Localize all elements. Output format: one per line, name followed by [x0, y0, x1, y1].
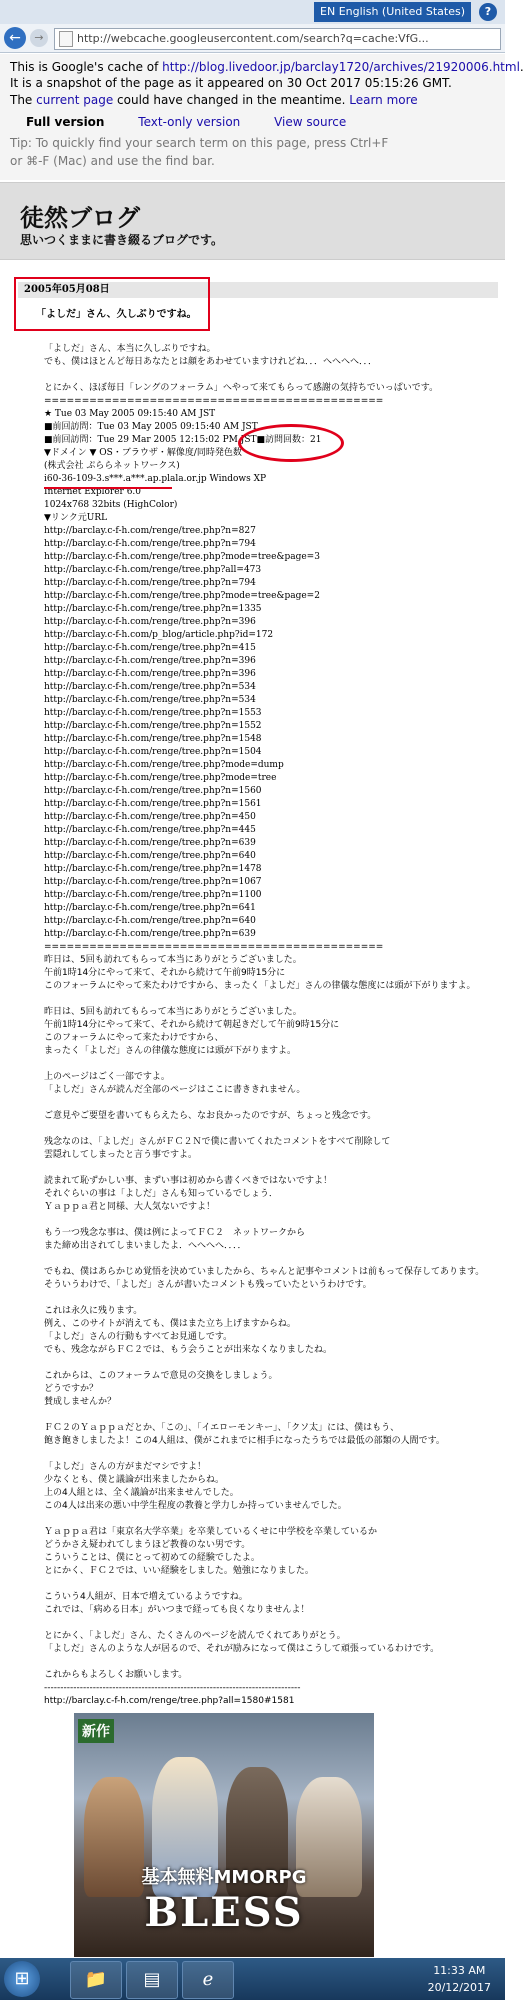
- paragraph-line: どうかさえ疑われてしまうほど教養のない男です。: [44, 1540, 251, 1550]
- taskbar: [0, 1958, 505, 2000]
- log-line: ▼ドメイン ▼ OS・ブラウザ・解像度/同時発色数: [44, 448, 242, 458]
- referrer-link: http://barclay.c-f-h.com/renge/tree.php?n=1100: [44, 890, 262, 900]
- referrer-link: http://barclay.c-f-h.com/renge/tree.php?n=1335: [44, 604, 262, 614]
- clock[interactable]: [428, 1962, 491, 1996]
- referrer-link: http://barclay.c-f-h.com/renge/tree.php?n=641: [44, 903, 256, 913]
- referrer-link: http://barclay.c-f-h.com/renge/tree.php?n=1560: [44, 786, 262, 796]
- paragraph-line: それぐらいの事は「よしだ」さんも知っているでしょう．: [44, 1189, 278, 1199]
- log-line: (株式会社 ぷららネットワークス): [44, 461, 180, 471]
- referrer-link: http://barclay.c-f-h.com/renge/tree.php?n=639: [44, 929, 256, 939]
- referrer-link: http://barclay.c-f-h.com/renge/tree.php?n=1067: [44, 877, 262, 887]
- paragraph-line: [44, 1617, 504, 1630]
- paragraph-line: [44, 1578, 504, 1591]
- referrer-link: http://barclay.c-f-h.com/renge/tree.php?n=1504: [44, 747, 262, 757]
- cache-line1-prefix: This is Google's cache of: [10, 60, 163, 74]
- paragraph-line: こういうことは、僕にとって初めての経験でしたよ。: [44, 1553, 260, 1563]
- paragraph-line: [44, 993, 504, 1006]
- referrer-link: http://barclay.c-f-h.com/renge/tree.php?n=639: [44, 838, 256, 848]
- cache-line1-suffix: .: [519, 60, 524, 74]
- paragraph-line: 上のページはごく一部ですよ。: [44, 1072, 170, 1082]
- page-icon: [59, 31, 73, 47]
- paragraph-line: 賛成しませんか？: [44, 1397, 117, 1407]
- referrer-link: http://barclay.c-f-h.com/renge/tree.php?n=396: [44, 617, 256, 627]
- paragraph-line: [44, 1292, 504, 1305]
- new-badge: 新作: [78, 1719, 114, 1743]
- divider: =============================================: [44, 942, 384, 952]
- referrer-link: http://barclay.c-f-h.com/renge/tree.php?mode=tree: [44, 773, 277, 783]
- address-bar[interactable]: [54, 28, 501, 50]
- referrer-link: http://barclay.c-f-h.com/renge/tree.php?n=794: [44, 539, 256, 549]
- paragraph-line: [44, 1214, 504, 1227]
- paragraph-line: まったく「よしだ」さんの律儀な態度には頭が下がりますよ。: [44, 1046, 297, 1056]
- log-line: i60-36-109-3.s***.a***.ap.plala.or.jp Windows XP: [44, 474, 267, 484]
- paragraph-line: 午前1時14分にやって来て、それから続けて午前9時15分に: [44, 968, 286, 978]
- paragraph-line: [44, 1357, 504, 1370]
- referrer-link: http://barclay.c-f-h.com/renge/tree.php?n=1548: [44, 734, 262, 744]
- referrer-link: http://barclay.c-f-h.com/renge/tree.php?n=1478: [44, 864, 262, 874]
- cache-line-2: It is a snapshot of the page as it appeared on 30 Oct 2017 05:15:26 GMT.: [10, 76, 452, 90]
- intro-line: [44, 369, 504, 382]
- paragraph-line: 午前1時14分にやって来て、それから続けて朝起きだして午前9時15分に: [44, 1020, 340, 1030]
- help-icon[interactable]: ?: [479, 3, 497, 21]
- referrer-link: http://barclay.c-f-h.com/p_blog/article.php?id=172: [44, 630, 274, 640]
- folder-icon[interactable]: 📁: [70, 1961, 122, 1999]
- paragraph-line: 昨日は、5回も訪れてもらって本当にありがとうございました。: [44, 1007, 302, 1017]
- paragraph-line: [44, 1123, 504, 1136]
- referrer-link: http://barclay.c-f-h.com/renge/tree.php?n=1561: [44, 799, 262, 809]
- cache-line-1: [10, 60, 524, 74]
- cache-line-3: [10, 93, 418, 107]
- referrer-link: http://barclay.c-f-h.com/renge/tree.php?all=473: [44, 565, 262, 575]
- log-line: ■前回訪問：Tue 29 Mar 2005 12:15:02 PM JST■訪問回数：21: [44, 435, 322, 445]
- paragraph-line: でもね、僕はあらかじめ覚悟を決めていましたから、ちゃんと記事やコメントは前もって保存してあります。: [44, 1267, 485, 1277]
- log-line: ★ Tue 03 May 2005 09:15:40 AM JST: [44, 409, 216, 419]
- paragraph-line: これでは、「病める日本」がいつまで経っても良くなりませんよ！: [44, 1605, 310, 1615]
- paragraph-line: これからは、このフォーラムで意見の交換をしましょう。: [44, 1371, 278, 1381]
- paragraph-line: このフォーラムにやって来たわけですから、まったく「よしだ」さんの律儀な態度には頭が下がりますよ。: [44, 981, 476, 991]
- log-line: ▼リンク元URL: [44, 513, 108, 523]
- referrer-link: http://barclay.c-f-h.com/renge/tree.php?n=445: [44, 825, 256, 835]
- intro-line: =============================================: [44, 396, 384, 406]
- referrer-link: http://barclay.c-f-h.com/renge/tree.php?n=396: [44, 656, 256, 666]
- learn-more-link[interactable]: Learn more: [349, 93, 418, 107]
- notes-icon[interactable]: ▤: [126, 1961, 178, 1999]
- paragraph-line: Ｙａｐｐａ君と同様、大人気ないですよ！: [44, 1202, 216, 1212]
- post-title[interactable]: 「よしだ」さん、久しぶりですね。: [36, 309, 197, 320]
- log-line: 1024x768 32bits (HighColor): [44, 500, 178, 510]
- paragraph-line: そういうわけで、「よしだ」さんが書いたコメントも残っていたというわけです。: [44, 1280, 372, 1290]
- paragraph-line: この4人は出来の悪い中学生程度の教養と学力しか持っていませんでした。: [44, 1501, 347, 1511]
- log-line: Internet Explorer 6.0: [44, 487, 142, 497]
- referrer-link: http://barclay.c-f-h.com/renge/tree.php?n=1552: [44, 721, 262, 731]
- paragraph-line: これからもよろしくお願いします。: [44, 1670, 188, 1680]
- referrer-link: http://barclay.c-f-h.com/renge/tree.php?n=640: [44, 916, 256, 926]
- post-paragraphs: [44, 954, 504, 1708]
- paragraph-line: 雲隠れしてしまったと言う事ですよ。: [44, 1150, 198, 1160]
- blog-subtitle: 思いつくままに書き綴るブログです。: [20, 233, 224, 247]
- banner-subtitle: 基本無料MMORPG: [141, 1867, 307, 1888]
- red-highlight-box: [14, 277, 210, 331]
- cache-line3-prefix: The: [10, 93, 37, 107]
- original-page-link[interactable]: http://blog.livedoor.jp/barclay1720/archives/21920006.html: [162, 60, 520, 74]
- paragraph-line: [44, 1513, 504, 1526]
- paragraph-line: もう一つ残念な事は、僕は例によってＦＣ２ ネットワークから: [44, 1228, 306, 1238]
- cache-line3-mid: could have changed in the meantime.: [113, 93, 350, 107]
- paragraph-line: また締め出されてしまいましたよ．へへへへ．．．．: [44, 1241, 247, 1251]
- paragraph-line: 「よしだ」さんの方がまだマシですよ！: [44, 1462, 207, 1472]
- paragraph-line: 少なくとも、僕と議論が出来ましたからね。: [44, 1475, 225, 1485]
- paragraph-line: -------------------------------------------------------------------------------: [44, 1683, 301, 1693]
- post-intro: [44, 343, 504, 408]
- tip-line-1: Tip: To quickly find your search term on this page, press Ctrl+F: [10, 136, 389, 150]
- paragraph-line: 残念なのは、「よしだ」さんがＦＣ２Ｎで僕に書いてくれたコメントをすべて削除して: [44, 1137, 391, 1147]
- ad-banner[interactable]: [74, 1713, 374, 1957]
- log-line: ■前回訪問：Tue 03 May 2005 09:15:40 AM JST: [44, 422, 258, 432]
- paragraph-line: 例え、このサイトが消えても、僕はまた立ち上げますからね。: [44, 1319, 296, 1329]
- blog-title[interactable]: 徒然ブログ: [20, 204, 140, 232]
- referrer-link: http://barclay.c-f-h.com/renge/tree.php?mode=tree&page=3: [44, 552, 320, 562]
- full-version-label: Full version: [26, 115, 105, 129]
- internet-explorer-icon[interactable]: ℯ: [182, 1961, 234, 1999]
- window-title-bar: [0, 0, 505, 24]
- referrer-link: http://barclay.c-f-h.com/renge/tree.php?n=415: [44, 643, 256, 653]
- referrer-link: http://barclay.c-f-h.com/renge/tree.php?n=827: [44, 526, 256, 536]
- referrer-link: http://barclay.c-f-h.com/renge/tree.php?n=450: [44, 812, 256, 822]
- paragraph-line: [44, 1656, 504, 1669]
- paragraph-line: [44, 1097, 504, 1110]
- clock-date: 20/12/2017: [427, 1981, 491, 1994]
- paragraph-line: [44, 1162, 504, 1175]
- paragraph-line: 読まれて恥ずかしい事、まずい事は初めから書くべきではないですよ！: [44, 1176, 333, 1186]
- paragraph-line: 「よしだ」さんの行動もすべてお見通しです。: [44, 1332, 233, 1342]
- referrer-link: http://barclay.c-f-h.com/renge/tree.php?n=534: [44, 682, 256, 692]
- paragraph-line: 昨日は、5回も訪れてもらって本当にありがとうございました。: [44, 955, 302, 965]
- referrer-link: http://barclay.c-f-h.com/renge/tree.php?n=794: [44, 578, 256, 588]
- paragraph-line: とにかく、「よしだ」さん、たくさんのページを読んでくれてありがとう。: [44, 1631, 346, 1641]
- address-text: http://webcache.googleusercontent.com/search?q=cache:VfG...: [77, 32, 429, 45]
- paragraph-line: Ｙａｐｐａ君は「東京名大学卒業」を卒業しているくせに中学校を卒業しているか: [44, 1527, 378, 1537]
- intro-line: でも、僕はほとんど毎日あなたとは顔をあわせていますけれどね．．．へへへへ．．．: [44, 357, 378, 367]
- forward-button[interactable]: →: [30, 29, 48, 47]
- blog-header: [0, 182, 505, 260]
- paragraph-line: 「よしだ」さんのような人が居るので、それが励みになって僕はこうして頑張っているわけです。: [44, 1644, 440, 1654]
- paragraph-line: http://barclay.c-f-h.com/renge/tree.php?all=1580#1581: [44, 1696, 295, 1706]
- intro-line: 「よしだ」さん、本当に久しぶりですね。: [44, 344, 216, 354]
- post-date: 2005年05月08日: [18, 282, 498, 298]
- post-body: [44, 343, 504, 1708]
- windows-logo-icon[interactable]: ⊞: [4, 1961, 40, 1997]
- back-button[interactable]: ←: [4, 27, 26, 49]
- red-highlight-ellipse: [238, 424, 344, 462]
- referrer-link: http://barclay.c-f-h.com/renge/tree.php?n=640: [44, 851, 256, 861]
- paragraph-line: [44, 1448, 504, 1461]
- paragraph-line: どうですか？: [44, 1384, 99, 1394]
- paragraph-line: [44, 1058, 504, 1071]
- navigation-bar: [0, 24, 505, 53]
- paragraph-line: 上の4人組とは、全く議論が出来ませんでした。: [44, 1488, 239, 1498]
- red-underline: [44, 487, 172, 489]
- clock-time: 11:33 AM: [433, 1964, 486, 1977]
- paragraph-line: とにかく、ＦＣ２では、いい経験をしました。勉強になりました。: [44, 1566, 314, 1576]
- referrer-link: http://barclay.c-f-h.com/renge/tree.php?mode=dump: [44, 760, 284, 770]
- tip-line-2: or ⌘-F (Mac) and use the find bar.: [10, 154, 215, 168]
- intro-line: とにかく、ほぼ毎日「レングのフォーラム」へやって来てもらって感謝の気持ちでいっぱいです。: [44, 383, 439, 393]
- paragraph-line: [44, 1253, 504, 1266]
- banner-title: BLESS: [144, 1889, 304, 1936]
- paragraph-line: 「よしだ」さんが読んだ全部のページはここに書ききれません。: [44, 1085, 306, 1095]
- cache-notice: [0, 54, 524, 180]
- referrer-link: http://barclay.c-f-h.com/renge/tree.php?n=1553: [44, 708, 262, 718]
- language-indicator[interactable]: EN English (United States): [314, 2, 471, 22]
- referrer-links: [44, 525, 504, 941]
- paragraph-line: ご意見やご要望を書いてもらえたら、なお良かったのですが、ちょっと残念です。: [44, 1111, 377, 1121]
- paragraph-line: こういう4人組が、日本で増えているようですね。: [44, 1592, 248, 1602]
- referrer-link: http://barclay.c-f-h.com/renge/tree.php?mode=tree&page=2: [44, 591, 320, 601]
- paragraph-line: でも、残念ながらＦＣ２では、もう会うことが出来なくなりましたね。: [44, 1345, 333, 1355]
- paragraph-line: このフォーラムにやって来たわけですから、: [44, 1033, 224, 1043]
- referrer-link: http://barclay.c-f-h.com/renge/tree.php?n=396: [44, 669, 256, 679]
- paragraph-line: [44, 1409, 504, 1422]
- referrer-link: http://barclay.c-f-h.com/renge/tree.php?n=534: [44, 695, 256, 705]
- paragraph-line: これは永久に残ります。: [44, 1306, 143, 1316]
- paragraph-line: 飽き飽きしましたよ！この4人組は、僕がこれまでに相手になったうちでは最低の部類の人間です。: [44, 1436, 445, 1446]
- view-source-link[interactable]: View source: [274, 115, 347, 129]
- text-only-version-link[interactable]: Text-only version: [138, 115, 241, 129]
- paragraph-line: ＦＣ２のＹａｐｐａだとか、「この」、「イエローモンキー」、「クソ太」には、僕はもう、: [44, 1423, 400, 1433]
- current-page-link[interactable]: current page: [36, 93, 114, 107]
